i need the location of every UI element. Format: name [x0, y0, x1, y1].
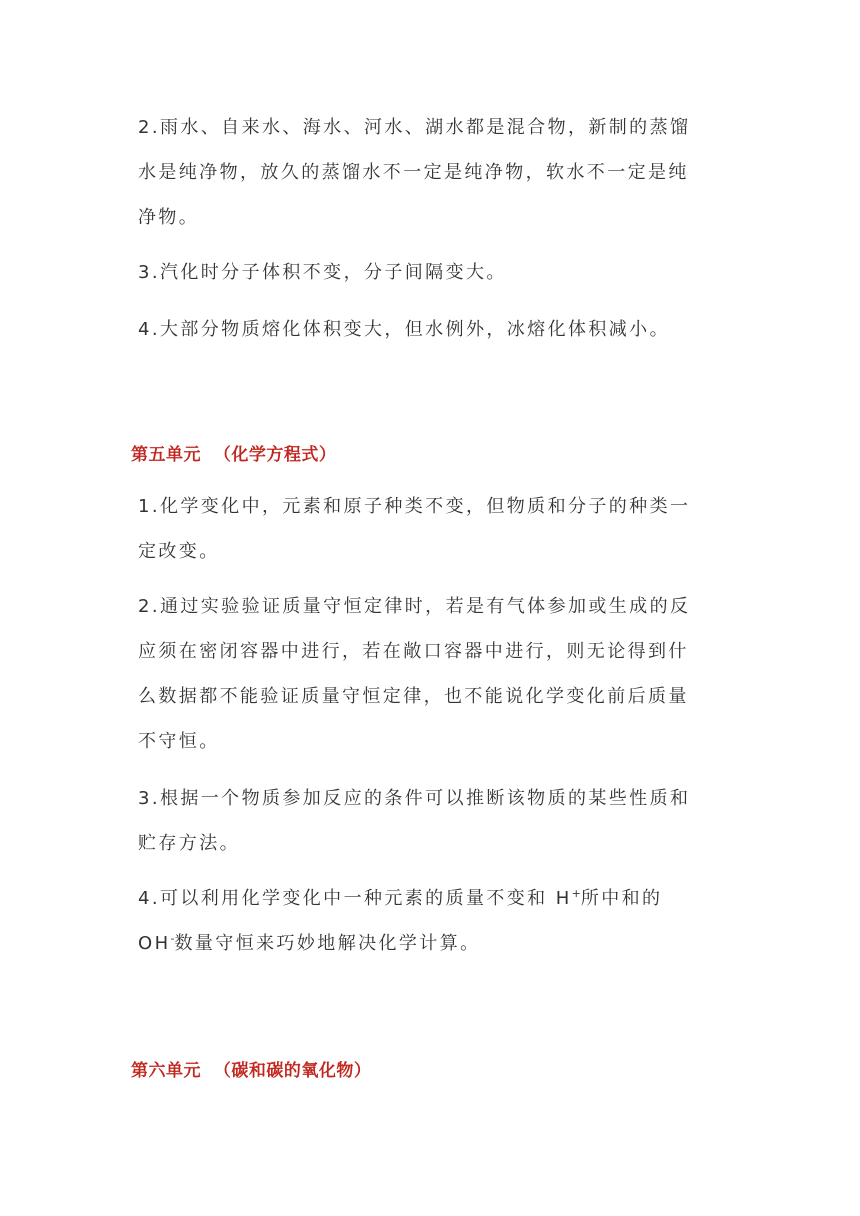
text-segment: OH [138, 933, 171, 954]
unit4-item-3 [138, 250, 722, 295]
text-line: 净物。 [138, 207, 200, 228]
text-line: 3.根据一个物质参加反应的条件可以推断该物质的某些性质和 [138, 788, 691, 809]
unit5-item-4 [138, 876, 722, 966]
text-segment: 数量守恒来巧妙地解决化学计算。 [174, 933, 481, 954]
text-line: 2.通过实验验证质量守恒定律时，若是有气体参加或生成的反 [138, 596, 691, 617]
superscript-minus: - [170, 932, 175, 945]
unit4-item-2 [138, 105, 722, 240]
text-line: 2.雨水、自来水、海水、河水、湖水都是混合物，新制的蒸馏 [138, 117, 691, 138]
text-line: 3.汽化时分子体积不变，分子间隔变大。 [138, 262, 507, 283]
text-line: 么数据都不能验证质量守恒定律，也不能说化学变化前后质量 [138, 686, 689, 707]
unit5-item-2 [138, 584, 722, 764]
text-line: 1.化学变化中，元素和原子种类不变，但物质和分子的种类一 [138, 496, 691, 517]
text-segment: 所中和的 [580, 888, 663, 909]
text-line: 应须在密闭容器中进行，若在敞口容器中进行，则无论得到什 [138, 641, 689, 662]
text-line: 贮存方法。 [138, 833, 240, 854]
text-line: 4.大部分物质熔化体积变大，但水例外，冰熔化体积减小。 [138, 319, 670, 340]
text-line: 定改变。 [138, 541, 220, 562]
text-line [138, 921, 722, 966]
unit5-item-1 [138, 484, 722, 574]
unit4-item-4 [138, 307, 722, 352]
text-segment: 4.可以利用化学变化中一种元素的质量不变和 H [138, 888, 572, 909]
unit5-item-3 [138, 776, 722, 866]
text-line [138, 876, 722, 921]
unit5-heading: 第五单元 （化学方程式） [131, 445, 337, 465]
text-line: 不守恒。 [138, 731, 220, 752]
unit6-heading: 第六单元 （碳和碳的氧化物） [131, 1061, 372, 1081]
text-line: 水是纯净物，放久的蒸馏水不一定是纯净物，软水不一定是纯 [138, 162, 689, 183]
superscript-plus: + [571, 887, 581, 900]
